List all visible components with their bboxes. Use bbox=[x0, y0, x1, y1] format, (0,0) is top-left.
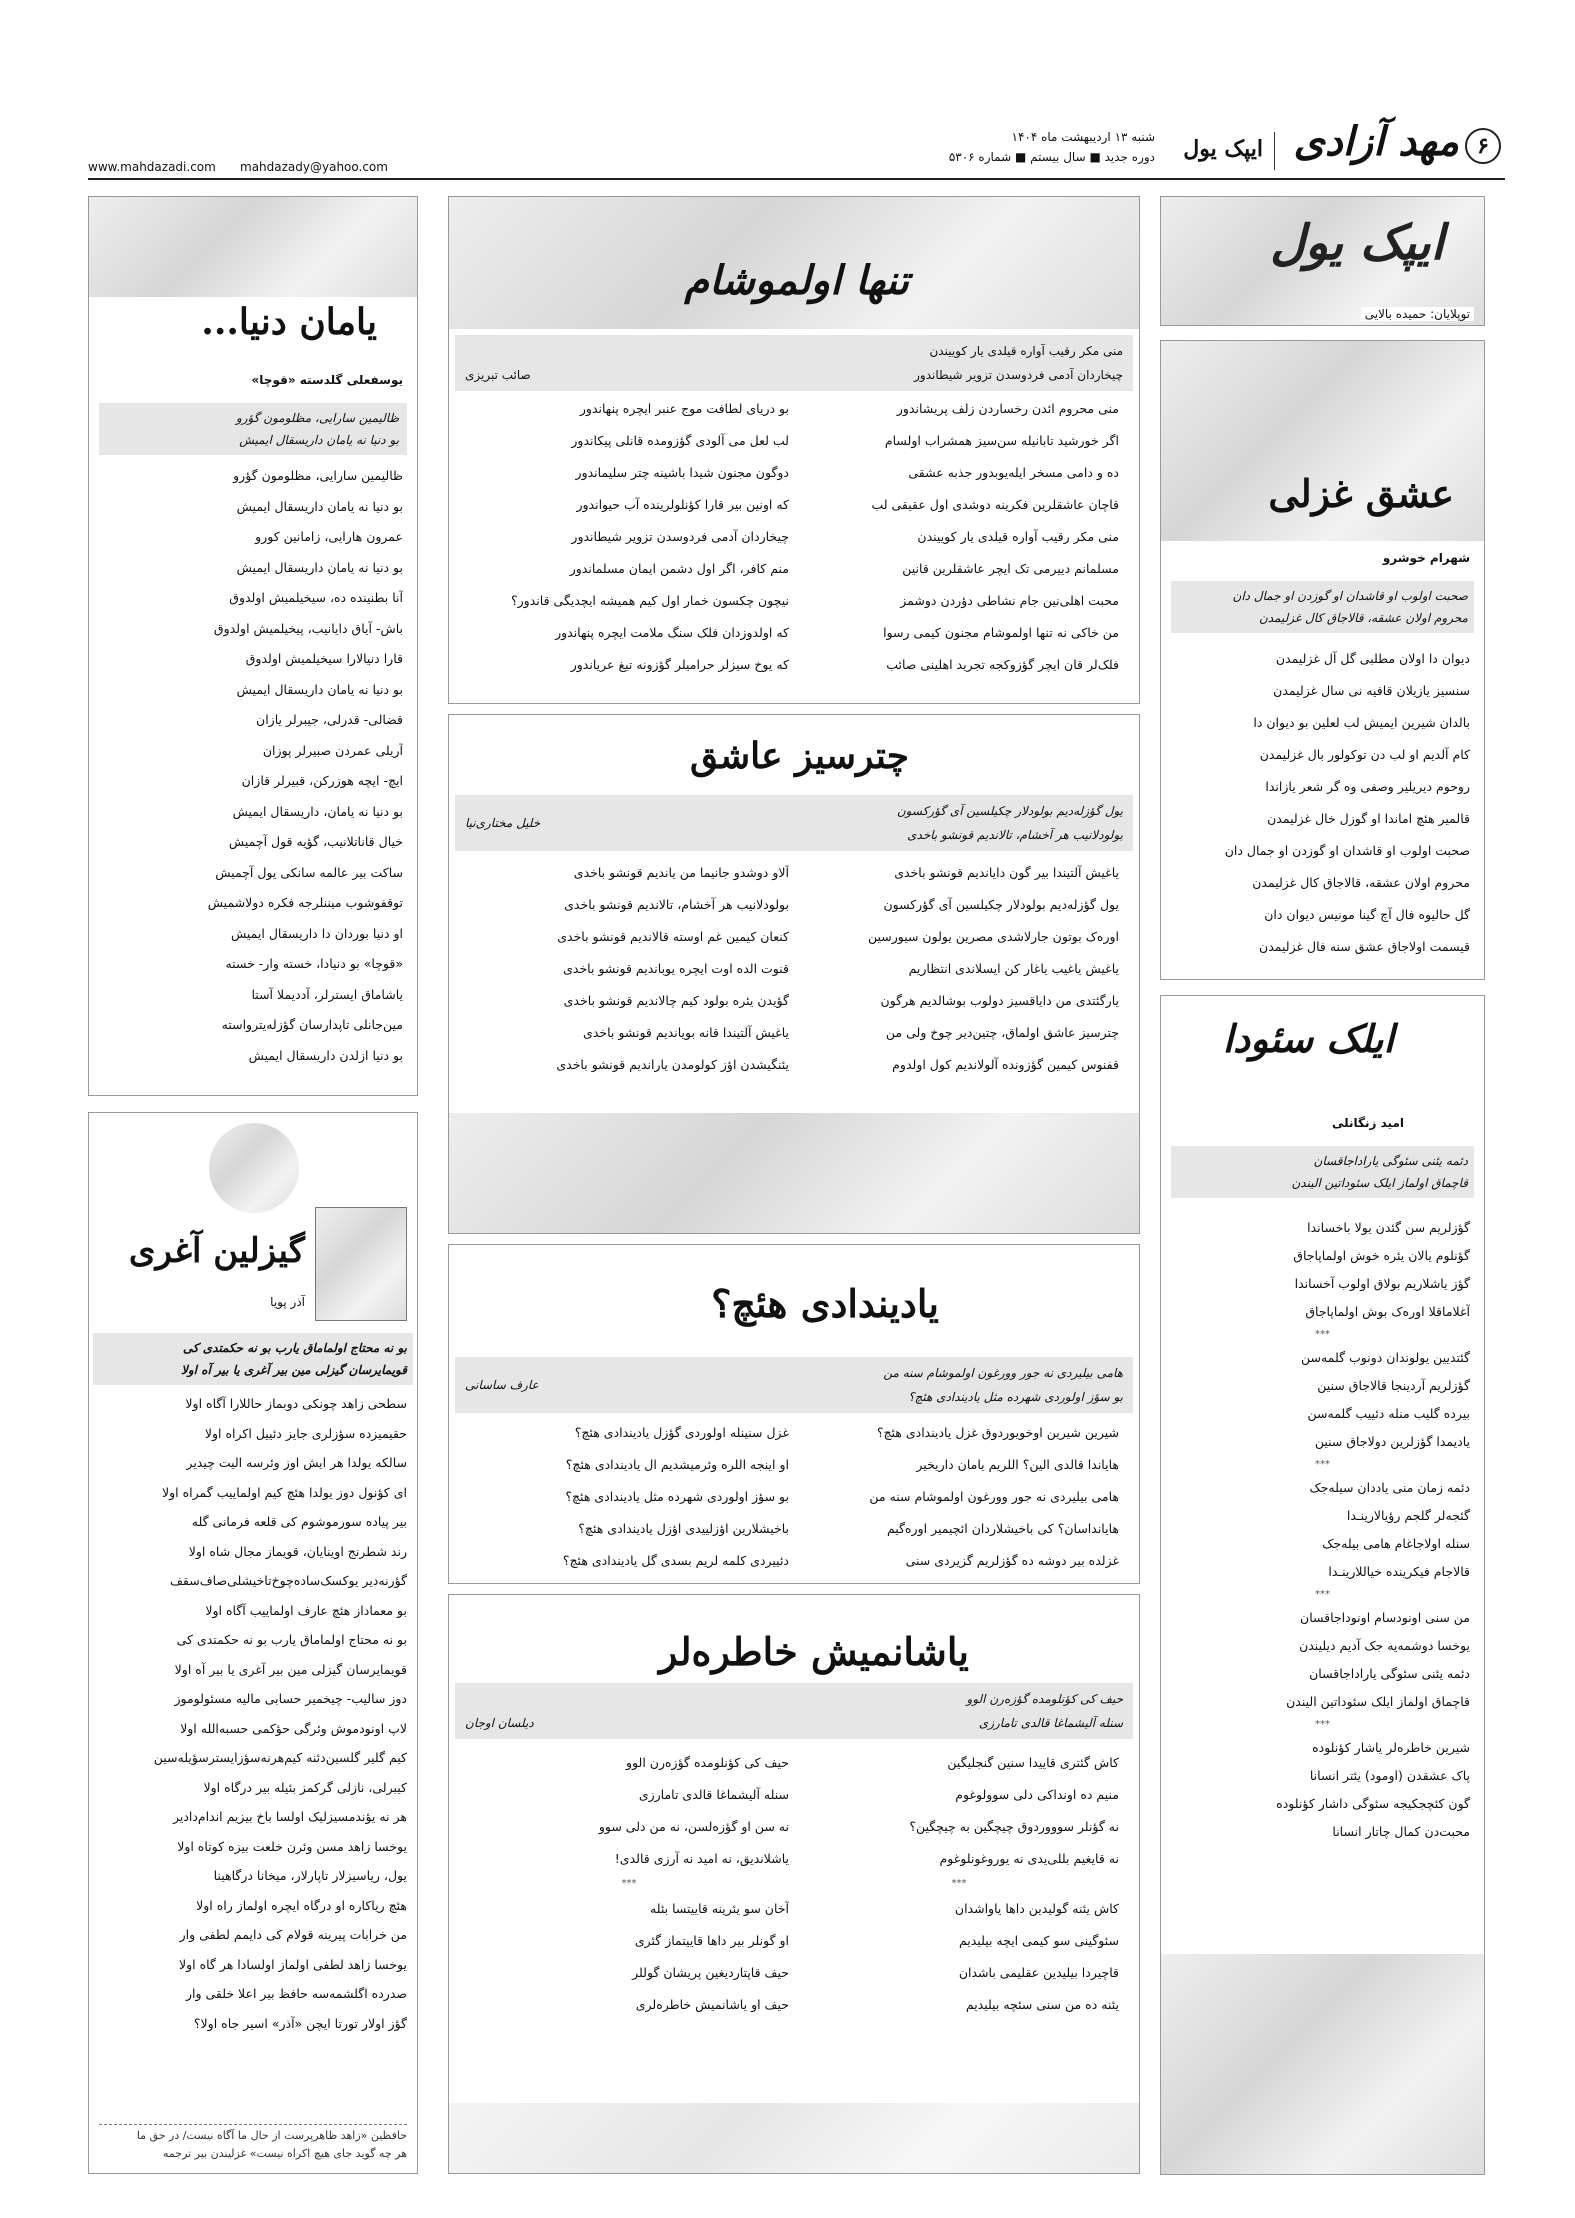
poem-line: *** bbox=[951, 1878, 967, 1889]
poem-line: حیف او یاشانمیش خاطره‌لری bbox=[635, 1997, 789, 2012]
poem-line: کنعان کیمین غم اوسته قالاندیم قونشو باخدی bbox=[557, 929, 789, 944]
poem-line: آخان سو یئرینه قاییتسا بئله bbox=[650, 1901, 789, 1916]
poem-line: آلاو دوشدو جانیما من یاندیم قونشو باخدی bbox=[573, 865, 789, 880]
poem-line: ظالیمین سارایی، مظلومون گؤرو bbox=[233, 468, 403, 483]
poem-line: کیم گلیر گلسین‌دئنه کیم‌هرنه‌سؤزایسترسؤیله‌سین bbox=[153, 1750, 407, 1765]
poem-line: که اونین بیر قارا کؤنلولرینده آب حیواندور bbox=[576, 497, 789, 512]
yaman-intro: ظالیمین سارایی، مظلومون گؤرو بو دنیا نه یامان داریسقال ایمیش bbox=[99, 403, 407, 455]
poem-line: قضالی- قدرلی، جیبرلر یازان bbox=[256, 712, 403, 727]
eshq-gazali-box bbox=[1160, 340, 1485, 980]
poem-line: چیخاردان آدمی فردوسدن تزویر شیطاندور bbox=[571, 529, 789, 544]
poem-line: بو سؤز اولوردی شهرده مثل یادیندادی هئچ؟ bbox=[565, 1489, 789, 1504]
poem-line: کیبرلی، نازلی گرکمز بئیله بیر درگاه اولا bbox=[203, 1779, 407, 1795]
gizlin-author: آذر پویا bbox=[270, 1295, 305, 1309]
tanha-poem bbox=[469, 393, 1119, 681]
poem-line: بو دریای لطافت موج عنبر ایچره پنهاندور bbox=[579, 401, 789, 416]
poem-line: ده و دامی مسخر ایله‌یوبدور جذبه عشقی bbox=[908, 465, 1119, 480]
poem-line: دوز سالیب- چیخمیر حسابی مالیه مسئولوموز bbox=[174, 1691, 407, 1706]
poem-line: محبت اهلی‌نین جام نشاطی دؤردن دوشمز bbox=[900, 593, 1119, 608]
yadindadi-box bbox=[448, 1244, 1140, 1584]
poem-line: بو دنیا نه یامان داریسقال ایمیش bbox=[236, 559, 403, 575]
poem-line: دوگون مجنون شیدا باشینه چتر سلیماندور bbox=[575, 465, 789, 480]
field-umbrella-image bbox=[449, 1113, 1139, 1233]
poem-line: یول، ریاسیزلار تاپارلار، میخانا درگاهینا bbox=[213, 1868, 407, 1883]
ipek-yol-title: ایپک یول bbox=[1270, 215, 1444, 271]
poem-line: یاغیش آلتیندا بیر گون دایاندیم قونشو باخدی bbox=[894, 865, 1119, 880]
poem-line: کاش یئنه گولیدین داها یاواشدان bbox=[954, 1901, 1119, 1916]
poem-line: قفنوس کیمین گؤزونده آلولاندیم کول اولدوم bbox=[892, 1057, 1119, 1072]
poem-line: بو نه محتاج اولماماق یارب بو نه حکمتدی کی bbox=[176, 1632, 407, 1647]
ilk-sevda-title: ایلک سئودا bbox=[1222, 1016, 1394, 1061]
newspaper-logo: مهد آزادی bbox=[1293, 118, 1459, 165]
poem-line: بو دنیا ازلدن داریسقال ایمیش bbox=[248, 1047, 403, 1063]
poem-line: یوخسا دوشمه‌یه جک آدیم دیلیندن bbox=[1299, 1638, 1470, 1653]
poem-line: بو دنیا نه یامان داریسقال ایمیش bbox=[236, 681, 403, 697]
poem-line: کام آلدیم او لب دن توکولور بال غزلیمدن bbox=[1259, 747, 1470, 762]
poem-line: چترسیز عاشق اولماق، چتین‌دیر چوخ ولی من bbox=[885, 1025, 1119, 1040]
poem-line: شیرین شیرین اوخویوردوق غزل یادیندادی هئچ؟ bbox=[876, 1425, 1119, 1440]
poem-line: که یوخ سیزلر حرامیلر گؤزونه تیغ عریاندور bbox=[570, 657, 789, 672]
poem-line: حقیمیزده سؤزلری جایز دئییل اکراه اولا bbox=[204, 1425, 407, 1441]
yaman-title: یامان دنیا... bbox=[201, 301, 377, 343]
poem-line: منیم ده اونداکی دلی سوولوغوم bbox=[955, 1787, 1119, 1802]
tanha-author: صائب تبریزی bbox=[465, 368, 531, 382]
poem-line: هامی بیلیردی نه جور وورغون اولموشام سنه من bbox=[869, 1489, 1119, 1504]
poem-line: پاک عشقدن (اومود) یئتر انسانا bbox=[1309, 1768, 1470, 1783]
eshq-title: عشق غزلی bbox=[1268, 471, 1454, 516]
poem-line: قاچماق اولماز ایلک سئوداتین الیندن bbox=[1286, 1694, 1470, 1709]
poem-line: گؤز اولار تورتا ایچن «آذر» اسیر جاه اولا؟ bbox=[193, 2015, 407, 2031]
yaman-author: یوسفعلی گلدسته «قوچا» bbox=[251, 373, 403, 387]
poem-line: حیف کی کؤنلومده گؤزه‌رن الوو bbox=[626, 1755, 789, 1770]
poem-line: من خاکی نه تنها اولموشام مجنون کیمی رسوا bbox=[883, 625, 1119, 640]
tanha-intro: منی مکر رقیب آواره قیلدی یار کوییندن چیخاردان آدمی فردوسدن تزویر شیطاندور صائب تبریزی bbox=[455, 335, 1133, 391]
yashanmish-box bbox=[448, 1594, 1140, 2174]
poem-line: رند شطرنج اوینایان، قویماز مجال شاه اولا bbox=[188, 1543, 407, 1559]
poem-line: دئییردی کلمه لریم بسدی گل یادیندادی هئچ؟ bbox=[562, 1553, 789, 1568]
poem-line: من سنی اونودسام اونوداجاقسان bbox=[1300, 1610, 1470, 1625]
poem-line: یئنگیشدن اؤز کولومدن یاراندیم قونشو باخدی bbox=[556, 1057, 789, 1072]
poem-line: یاشلاندیق، نه امید نه آرزی قالدی! bbox=[614, 1851, 789, 1866]
poem-line: یاشاماق ایسترلر، آددیملا آستا bbox=[251, 986, 403, 1002]
poem-line: گؤز یاشلاریم بولاق اولوب آخساندا bbox=[1294, 1276, 1470, 1291]
poem-line: گئجه‌لر گلجم رؤیالارینـدا bbox=[1346, 1508, 1470, 1523]
poem-line: او دنیا بوردان دا داریسقال ایمیش bbox=[230, 925, 403, 941]
poem-line: یارگئتدی من دایاقسیز دولوب بوشالدیم هرگون bbox=[880, 993, 1119, 1008]
poem-line: بو دنیا نه یامان داریسقال ایمیش bbox=[236, 498, 403, 514]
poem-line: سطحی زاهد چونکی دوبماز حاللارا آگاه اولا bbox=[185, 1396, 407, 1411]
poem-line: من خرابات پیرینه قولام کی دایمم لطفی وار bbox=[179, 1927, 407, 1942]
tanha-box bbox=[448, 196, 1140, 704]
poem-line: *** bbox=[1315, 1589, 1330, 1600]
poem-line: سنسیز یازیلان قافیه نی سال غزلیمدن bbox=[1273, 683, 1470, 698]
poem-line: یوخسا زاهد لطفی اولماز اولسادا هر گاه اولا bbox=[178, 1956, 407, 1972]
poem-line: بو معماداز هئچ عارف اولماییب آگاه اولا bbox=[205, 1602, 407, 1618]
poem-line: منم کافر، اگر اول دشمن ایمان مسلماندور bbox=[569, 561, 789, 576]
eshq-author: شهرام خوشرو bbox=[1382, 551, 1470, 565]
poem-line: بیرده گلیب منله دئییب گلمه‌سن bbox=[1307, 1406, 1470, 1421]
poem-line: گؤزلریم سن گئدن یولا باخساندا bbox=[1307, 1220, 1470, 1235]
chatirsiz-box bbox=[448, 714, 1140, 1234]
issue-number: دوره جدید ■ سال بیستم ■ شماره ۵۳۰۶ bbox=[948, 150, 1155, 164]
poem-line: بو دنیا نه یامان، داریسقال ایمیش bbox=[232, 803, 403, 819]
poem-line: محبت‌دن کمال چاتار انسانا bbox=[1332, 1824, 1470, 1839]
poem-line: هایاندا قالدی الین؟ اللریم یامان داریخیر bbox=[916, 1457, 1119, 1472]
poem-line: سالکه یولدا هر ایش اوز وئرسه الیت چیدیر bbox=[186, 1455, 407, 1470]
ipek-editor: توپلایان: حمیده بالایی bbox=[1361, 307, 1474, 321]
poem-line: یوخسا زاهد مسن وئرن خلعت بیزه کوتاه اولا bbox=[177, 1838, 407, 1854]
ilk-sevda-poem bbox=[1175, 1214, 1470, 1846]
poem-line: قالاجام فیکرینده خیاللارینـدا bbox=[1328, 1564, 1470, 1579]
gizlin-box bbox=[88, 1112, 418, 2174]
poem-line: او اینجه اللره وئرمیشدیم ال یادیندادی هئچ؟ bbox=[565, 1457, 789, 1472]
poem-line: هئچ ریاکاره او درگاه ایچره اولماز راه اولا bbox=[196, 1897, 407, 1913]
poem-line: قارا دنیالارا سیخیلمیش اولدوق bbox=[245, 651, 403, 666]
poem-line: گئتدیین یولوندان دونوب گلمه‌سن bbox=[1301, 1350, 1470, 1365]
ilk-sevda-intro: دئمه یئنی سئوگی یاراداجاقسان قاچماق اولماز ایلک سئوداتین الیندن bbox=[1171, 1146, 1474, 1198]
poem-line: آریلی عمردن صبیرلر پوزان bbox=[262, 742, 403, 758]
poem-line: یئنه ده من سنی سئچه بیلیدیم bbox=[965, 1997, 1119, 2012]
section-name: ایپک یول bbox=[1183, 136, 1263, 162]
poem-line: غزلده بیر دوشه ده گؤزلریم گزیردی سنی bbox=[905, 1553, 1119, 1568]
poem-line: گون کئچجکیجه سئوگی داشار کؤنلوده bbox=[1276, 1796, 1470, 1811]
poem-line: که اولدوزدان فلک سنگ ملامت ایچره پنهاندور bbox=[555, 625, 789, 640]
chatirsiz-intro: یول گؤزله‌دیم بولودلار چکیلسین آی گؤرکسون بولودلانیب هر آخشام، تالاندیم قونشو باخدی خلیل مختاری‌نیا bbox=[455, 795, 1133, 851]
chatirsiz-author: خلیل مختاری‌نیا bbox=[465, 816, 541, 830]
ilk-sevda-box bbox=[1160, 995, 1485, 2175]
poem-line: قویمایرسان گیزلی مین بیر آغری یا بیر آه اولا bbox=[174, 1661, 407, 1677]
header-divider bbox=[1274, 132, 1275, 170]
poem-line: ای کؤنول دوز یولدا هئچ کیم اولماییب گمراه اولا bbox=[162, 1484, 407, 1500]
poem-line: باخیشلارین اؤزلییدی اؤزل یادیندادی هئچ؟ bbox=[578, 1521, 789, 1536]
poem-line: صحبت اولوب او قاشدان او گوزدن او جمال دان bbox=[1224, 843, 1470, 858]
poem-line: توقفوشوب میننلرجه فکره دولاشمیش bbox=[207, 895, 403, 910]
email-link[interactable]: mahdazady@yahoo.com bbox=[240, 160, 388, 174]
yadindadi-author: عارف ساسانی bbox=[465, 1378, 539, 1392]
poem-line: هر نه یؤندمسیزلیک اولسا باخ بیزیم اندام‌دادیر bbox=[172, 1809, 407, 1824]
poem-line: مسلمانم دییرمی تک ایچر عاشقلرین قانین bbox=[902, 561, 1119, 576]
poem-line: ساکت بیر عالمه سانکی یول آچمیش bbox=[215, 864, 403, 880]
poem-line: سئوگینی سو کیمی ایچه بیلیدیم bbox=[958, 1933, 1119, 1948]
tanha-title: تنها اولموشام bbox=[684, 257, 909, 304]
yaman-dunya-box bbox=[88, 196, 418, 1096]
poem-line: فلک‌لر قان ایچر گؤزوکجه تجرید اهلینی صائب bbox=[886, 657, 1119, 672]
gizlin-intro: بو نه محتاج اولماماق یارب بو نه حکمتدی کی قویمایرسان گیزلی مین بیر آغری یا بیر آه اولا bbox=[93, 1333, 413, 1385]
poem-line: باش- آیاق دایانیب، پیخیلمیش اولدوق bbox=[213, 620, 403, 636]
poem-line: قاچان عاشقلرین فکرینه دوشدی اول عقیقی لب bbox=[871, 497, 1119, 512]
poem-line: حیف قاپتاردیغین پریشان گوللر bbox=[632, 1965, 789, 1980]
floral-footer-image bbox=[1161, 1954, 1484, 2174]
chatirsiz-title: چترسیز عاشق bbox=[689, 735, 909, 777]
poem-line: یادیمدا گؤزلرین دولاجاق سنین bbox=[1314, 1434, 1470, 1449]
poem-line: دیوان دا اولان مطلبی گل آل غزلیمدن bbox=[1275, 651, 1470, 666]
poem-line: یاغیش یاغیب یاغار کن ایسلاندی انتظاریم bbox=[908, 961, 1119, 976]
gizlin-footnote: حافظین «زاهد ظاهرپرست از حال ما آگاه نیست/ در حق ما هر چه گوید جای هیچ اکراه نیست» غزلیندن بیر ترجمه bbox=[99, 2124, 407, 2163]
poem-line: روحوم دیریلیر وصفی وه گر شعر یازاندا bbox=[1265, 779, 1470, 794]
header-rule bbox=[88, 178, 1505, 180]
poem-line: *** bbox=[1315, 1719, 1330, 1730]
poem-line: او گونلر بیر داها قاییتماز گئری bbox=[634, 1933, 789, 1948]
poem-line: یول گؤزله‌دیم بولودلار چکیلسین آی گؤرکسون bbox=[883, 897, 1119, 912]
poem-line: آنا بطنینده ده، سیخیلمیش اولدوق bbox=[229, 590, 403, 605]
poem-line: ایچ- ایچه هوزرکن، قبیرلر قازان bbox=[241, 773, 403, 788]
eshq-poem bbox=[1175, 643, 1470, 963]
poem-line: منی مکر رقیب آواره قیلدی یار کوییندن bbox=[917, 529, 1119, 544]
poem-line: قاچیردا بیلیدین عقلیمی باشدان bbox=[958, 1965, 1119, 1980]
poem-line: محروم اولان عشقه، قالاجاق کال غزلیمدن bbox=[1252, 875, 1470, 890]
poem-line: یاغیش آلتیندا قانه بویاندیم قونشو باخدی bbox=[583, 1025, 789, 1040]
poem-line: بالدان شیرین ایمیش لب لعلین بو دیوان دا bbox=[1253, 715, 1470, 730]
poem-line: نه گؤنلر سوووردوق چیچگین به چیچگین؟ bbox=[909, 1819, 1119, 1834]
poem-line: گؤرنه‌دیر یوکسک‌ساده‌چوخ‌تاخیشلی‌صاف‌سقف bbox=[169, 1573, 407, 1588]
poem-line: بولودلانیب هر آخشام، تالاندیم قونشو باخدی bbox=[564, 897, 789, 912]
poem-line: منی محروم ائدن رخساردن زلف پریشاندور bbox=[896, 401, 1119, 416]
poem-line: گؤزلریم آردینجا قالاجاق سنین bbox=[1317, 1378, 1470, 1393]
yaman-poem bbox=[103, 461, 403, 1071]
poem-line: دئمه یئنی سئوگی یاراداجاقسان bbox=[1309, 1666, 1470, 1681]
gizlin-title: گیزلین آغری bbox=[128, 1231, 305, 1271]
poem-line: کاش گئتری قاییدا سنین گنجلیگین bbox=[947, 1755, 1119, 1770]
page-number: ۶ bbox=[1465, 128, 1501, 164]
poem-line: نه قایغیم بللی‌یدی نه یوروغونلوغوم bbox=[939, 1851, 1119, 1866]
gizlin-poem bbox=[99, 1389, 407, 2038]
issue-date: شنبه ۱۳ اردیبهشت ماه ۱۴۰۴ bbox=[1011, 130, 1155, 144]
yashanmish-title: یاشانمیش خاطره‌لر bbox=[659, 1629, 969, 1674]
page-header bbox=[0, 0, 1575, 180]
poem-line: عمرون هارایی، زامانین کورو bbox=[255, 529, 403, 544]
yadindadi-intro: هامی بیلیردی نه جور وورغون اولموشام سنه من بو سؤز اولوردی شهرده مثل یادیندادی هئچ؟ عارف ساسانی bbox=[455, 1357, 1133, 1413]
poem-line: مین‌جانلی تاپدارسان گؤزله‌یترواسته bbox=[221, 1017, 403, 1032]
poem-line: بیر پیاده سورموشوم کی قلعه فرمانی گله bbox=[191, 1514, 407, 1529]
poem-line: «قوچا» بو دنیادا، خسته وار- خسته bbox=[225, 956, 403, 971]
poem-line: خیال قاناتلانیب، گؤیه قول آچمیش bbox=[228, 834, 403, 849]
poem-line: لاپ اونودموش وئرگی حؤکمی حسبه‌الله اولا bbox=[180, 1720, 407, 1736]
landscape-footer-image bbox=[449, 2103, 1139, 2173]
ipek-yol-banner bbox=[1160, 196, 1485, 326]
yadindadi-title: یادیندادی هئچ؟ bbox=[711, 1281, 939, 1326]
website-link[interactable]: www.mahdazadi.com bbox=[88, 160, 216, 174]
poem-line: قنوت الده اوت ایچره یوباندیم قونشو باخدی bbox=[563, 961, 789, 976]
poem-line: سنله اولاجاغام هامی بیله‌جک bbox=[1322, 1536, 1470, 1551]
poem-line: سنله آلیشماغا قالدی تامارزی bbox=[638, 1787, 789, 1802]
yadindadi-poem bbox=[469, 1417, 1119, 1577]
chatirsiz-poem bbox=[469, 857, 1119, 1081]
yashanmish-author: دیلسان اوجان bbox=[465, 1716, 534, 1730]
yashanmish-poem bbox=[469, 1747, 1119, 2021]
author-photo bbox=[315, 1207, 407, 1321]
poem-line: دئمه زمان منی یاددان سیله‌جک bbox=[1309, 1480, 1470, 1495]
poem-line: نه سن او گؤزه‌لسن، نه من دلی سوو bbox=[598, 1819, 789, 1834]
poem-line: قیسمت اولاجاق عشق سنه فال غزلیمدن bbox=[1259, 939, 1470, 954]
ilk-sevda-author: امید زنگانلی bbox=[1332, 1116, 1404, 1130]
poem-line: اگر خورشید تابانیله سن‌سیز همشراب اولسام bbox=[884, 433, 1119, 448]
poem-line: آغلاماقلا اوره‌ک بوش اولماپاجاق bbox=[1305, 1304, 1470, 1319]
poem-line: گؤیدن یئره بولود کیم چالاندیم قونشو باخدی bbox=[563, 993, 789, 1008]
poem-line: لب لعل می آلودی گؤزومده قانلی پیکاندور bbox=[571, 433, 789, 448]
poem-line: شیرین خاطره‌لر یاشار کؤنلوده bbox=[1312, 1740, 1470, 1755]
poem-line: گل حالیوه فال آچ گینا مونیس دیوان دان bbox=[1264, 907, 1470, 922]
poem-line: *** bbox=[1315, 1459, 1330, 1470]
poem-line: غزل سنینله اولوردی گؤزل یادیندادی هئچ؟ bbox=[574, 1425, 789, 1440]
poem-line: گؤنلوم یالان یئره خوش اولماپاجاق bbox=[1293, 1248, 1470, 1263]
calligraphy-logo bbox=[209, 1123, 299, 1213]
yashanmish-intro: حیف کی کؤنلومده گؤزه‌رن الوو سنله آلیشماغا قالدی تامارزی دیلسان اوجان bbox=[455, 1683, 1133, 1739]
poem-line: *** bbox=[1315, 1329, 1330, 1340]
poem-line: صدرده اگلشمه‌سه حافظ بیر اعلا خلقی وار bbox=[185, 1986, 407, 2001]
flowers-header-image bbox=[89, 197, 417, 297]
poem-line: *** bbox=[621, 1878, 637, 1889]
poem-line: هایانداسان؟ کی باخیشلاردان ائچیمیر اوره‌گیم bbox=[886, 1521, 1119, 1536]
poem-line: قالمیر هئچ اماندا او گوزل خال غزلیمدن bbox=[1267, 811, 1470, 826]
eshq-intro: صحبت اولوب او قاشدان او گوزدن او جمال دان محروم اولان عشقه، قالاجاق کال غزلیمدن bbox=[1171, 581, 1474, 633]
poem-line: نیچون چکسون خمار اول کیم همیشه‌ ایچدیگی قاندور؟ bbox=[511, 593, 789, 608]
poem-line: اوره‌ک بوتون جارلاشدی مصرین یولون سیورسین bbox=[867, 929, 1119, 944]
